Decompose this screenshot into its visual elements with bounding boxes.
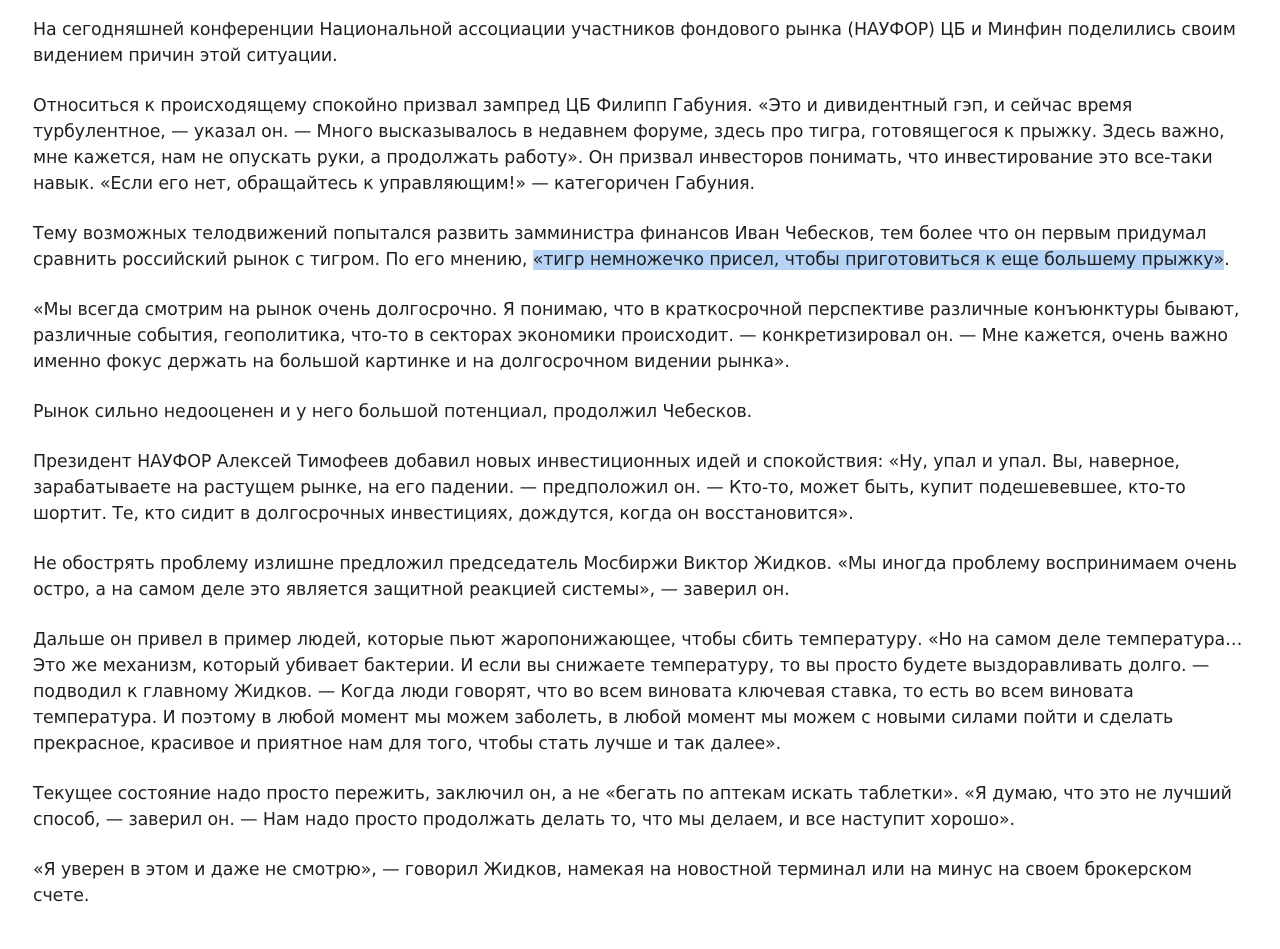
article-body bbox=[33, 17, 1248, 933]
paragraph-3 bbox=[33, 221, 1248, 273]
paragraph-6: Президент НАУФОР Алексей Тимофеев добавил новых инвестиционных идей и спокойствия: «Ну, упал и упал. Вы, наверное, зарабатываете на растущем рынке, на его падении. — предположил он. — Кто-то, может быть, купит подешевевшее, кто-то шортит. Те, кто сидит в долгосрочных инвестициях, дождутся, когда он восстановится». bbox=[33, 452, 1186, 524]
paragraph-10: «Я уверен в этом и даже не смотрю», — говорил Жидков, намекая на новостной терминал или на минус на своем брокерском счете. bbox=[33, 860, 1192, 906]
selected-quote-highlight[interactable]: «тигр немножечко присел, чтобы приготовиться к еще большему прыжку» bbox=[532, 250, 1225, 270]
paragraph-4: «Мы всегда смотрим на рынок очень долгосрочно. Я понимаю, что в краткосрочной перспективе различные конъюнктуры бывают, различные события, геополитика, что-то в секторах экономики происходит. — конкретизировал он. — Мне кажется, очень важно именно фокус держать на большой картинке и на долгосрочном видении рынка». bbox=[33, 300, 1240, 372]
paragraph-8: Дальше он привел в пример людей, которые пьют жаропонижающее, чтобы сбить температуру. «Но на самом деле температура… Это же механизм, который убивает бактерии. И если вы снижаете температуру, то вы просто будете выздоравливать долго. — подводил к главному Жидков. — Когда люди говорят, что во всем виновата ключевая ставка, то есть во всем виновата температура. И поэтому в любой момент мы можем заболеть, в любой момент мы можем с новыми силами пойти и сделать прекрасное, красивое и приятное нам для того, чтобы стать лучше и так далее». bbox=[33, 630, 1243, 754]
paragraph-5: Рынок сильно недооценен и у него большой потенциал, продолжил Чебесков. bbox=[33, 402, 753, 422]
paragraph-2: Относиться к происходящему спокойно призвал зампред ЦБ Филипп Габуния. «Это и дивидентный гэп, и сейчас время турбулентное, — указал он. — Много высказывалось в недавнем форуме, здесь про тигра, готовящегося к прыжку. Здесь важно, мне кажется, нам не опускать руки, а продолжать работу». Он призвал инвесторов понимать, что инвестирование это все-таки навык. «Если его нет, обращайтесь к управляющим!» — категоричен Габуния. bbox=[33, 96, 1225, 194]
paragraph-3-text: Тему возможных телодвижений попытался развить замминистра финансов Иван Чебесков, тем более что он первым придумал сравнить российский рынок с тигром. По его мнению, bbox=[33, 224, 1207, 270]
paragraph-1: На сегодняшней конференции Национальной ассоциации участников фондового рынка (НАУФОР) ЦБ и Минфин поделились своим видением причин этой ситуации. bbox=[33, 20, 1236, 66]
paragraph-9: Текущее состояние надо просто пережить, заключил он, а не «бегать по аптекам искать таблетки». «Я думаю, что это не лучший способ, — заверил он. — Нам надо просто продолжать делать то, что мы делаем, и все наступит хорошо». bbox=[33, 784, 1232, 830]
paragraph-7: Не обострять проблему излишне предложил председатель Мосбиржи Виктор Жидков. «Мы иногда проблему воспринимаем очень остро, а на самом деле это является защитной реакцией системы», — заверил он. bbox=[33, 554, 1237, 600]
paragraph-3-end: . bbox=[1224, 250, 1230, 270]
